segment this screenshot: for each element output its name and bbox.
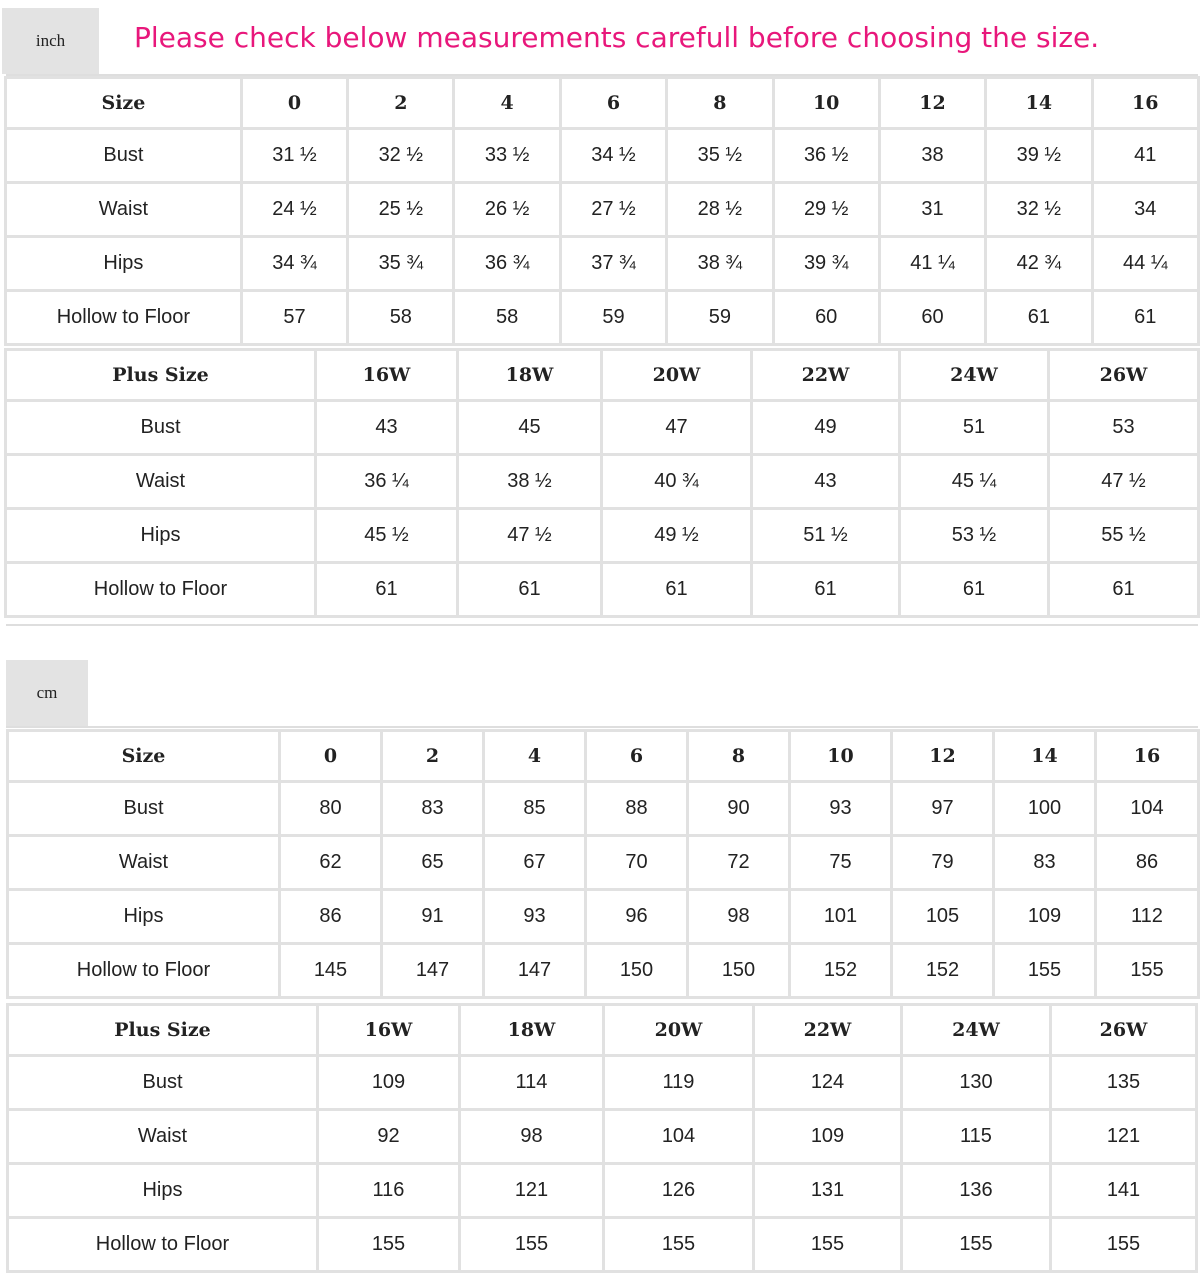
size-header-16w: 16W (317, 348, 459, 402)
size-header-20w: 20W (605, 1003, 755, 1057)
measurement-cell: 150 (689, 945, 791, 999)
measurement-cell: 147 (383, 945, 485, 999)
size-header-8: 8 (668, 76, 774, 130)
measurement-cell: 61 (603, 564, 753, 618)
measurement-cell: 28 ½ (668, 184, 774, 238)
measurement-cell: 86 (281, 891, 383, 945)
measurement-cell: 93 (485, 891, 587, 945)
measurement-cell: 36 ½ (775, 130, 881, 184)
measurement-cell: 85 (485, 783, 587, 837)
measurement-cell: 155 (605, 1219, 755, 1273)
size-header-4: 4 (485, 729, 587, 783)
measurement-cell: 119 (605, 1057, 755, 1111)
inch-plus-size-table (4, 348, 1200, 618)
measurement-cell: 150 (587, 945, 689, 999)
measurement-cell: 38 (881, 130, 987, 184)
measurement-cell: 45 ¼ (901, 456, 1050, 510)
size-header-4: 4 (455, 76, 561, 130)
size-header-16: 16 (1097, 729, 1200, 783)
size-header-24w: 24W (901, 348, 1050, 402)
measurement-cell: 41 (1094, 130, 1200, 184)
measurement-cell: 67 (485, 837, 587, 891)
measurement-cell: 75 (791, 837, 893, 891)
size-header-10: 10 (775, 76, 881, 130)
measurement-cell: 152 (791, 945, 893, 999)
size-header-2: 2 (383, 729, 485, 783)
table-row-hips (6, 1165, 1198, 1219)
measurement-cell: 38 ½ (459, 456, 603, 510)
measurement-cell: 39 ½ (987, 130, 1093, 184)
size-header-22w: 22W (755, 1003, 903, 1057)
table-row-bust (4, 130, 1200, 184)
row-label: Hips (4, 238, 243, 292)
measurement-cell: 109 (995, 891, 1097, 945)
measurement-cell: 34 ½ (562, 130, 668, 184)
table-header-row (4, 348, 1200, 402)
measurement-cell: 98 (461, 1111, 605, 1165)
size-header-6: 6 (587, 729, 689, 783)
measurement-cell: 39 ¾ (775, 238, 881, 292)
divider (6, 726, 1198, 728)
row-label: Hips (4, 510, 317, 564)
measurement-cell: 115 (903, 1111, 1052, 1165)
measurement-cell: 92 (319, 1111, 461, 1165)
measurement-cell: 86 (1097, 837, 1200, 891)
measurement-cell: 38 ¾ (668, 238, 774, 292)
size-header-18w: 18W (459, 348, 603, 402)
measurement-cell: 70 (587, 837, 689, 891)
table-row-bust (6, 1057, 1198, 1111)
table-row-waist (4, 184, 1200, 238)
measurement-cell: 88 (587, 783, 689, 837)
measurement-cell: 98 (689, 891, 791, 945)
measurement-cell: 141 (1052, 1165, 1198, 1219)
measurement-cell: 32 ½ (987, 184, 1093, 238)
measurement-cell: 152 (893, 945, 995, 999)
measurement-cell: 33 ½ (455, 130, 561, 184)
measurement-cell: 101 (791, 891, 893, 945)
measurement-cell: 61 (317, 564, 459, 618)
measurement-cell: 36 ¾ (455, 238, 561, 292)
measurement-cell: 32 ½ (349, 130, 455, 184)
size-header-26w: 26W (1052, 1003, 1198, 1057)
measurement-cell: 57 (243, 292, 349, 346)
size-header-24w: 24W (903, 1003, 1052, 1057)
measurement-cell: 114 (461, 1057, 605, 1111)
measurement-cell: 58 (349, 292, 455, 346)
measurement-cell: 65 (383, 837, 485, 891)
measurement-cell: 93 (791, 783, 893, 837)
measurement-cell: 59 (668, 292, 774, 346)
measurement-cell: 104 (1097, 783, 1200, 837)
row-label: Bust (6, 1057, 319, 1111)
header-label: Size (6, 729, 281, 783)
table-header-row (6, 1003, 1198, 1057)
measurement-cell: 155 (903, 1219, 1052, 1273)
measurement-cell: 126 (605, 1165, 755, 1219)
measurement-cell: 121 (1052, 1111, 1198, 1165)
measurement-cell: 35 ½ (668, 130, 774, 184)
measurement-cell: 79 (893, 837, 995, 891)
measurement-cell: 43 (753, 456, 901, 510)
measurement-cell: 61 (1050, 564, 1200, 618)
table-row-waist (6, 1111, 1198, 1165)
measurement-cell: 36 ¼ (317, 456, 459, 510)
measurement-cell: 155 (995, 945, 1097, 999)
size-header-0: 0 (281, 729, 383, 783)
size-header-16: 16 (1094, 76, 1200, 130)
table-row-waist (4, 456, 1200, 510)
size-header-14: 14 (987, 76, 1093, 130)
measurement-cell: 47 (603, 402, 753, 456)
size-header-20w: 20W (603, 348, 753, 402)
measurement-notice: Please check below measurements carefull before choosing the size. (134, 21, 1100, 54)
measurement-cell: 53 (1050, 402, 1200, 456)
measurement-cell: 61 (459, 564, 603, 618)
row-label: Hollow to Floor (4, 292, 243, 346)
measurement-cell: 109 (755, 1111, 903, 1165)
table-row-hips (4, 510, 1200, 564)
row-label: Hips (6, 1165, 319, 1219)
measurement-cell: 49 ½ (603, 510, 753, 564)
size-header-12: 12 (893, 729, 995, 783)
row-label: Waist (4, 184, 243, 238)
measurement-cell: 60 (775, 292, 881, 346)
measurement-cell: 42 ¾ (987, 238, 1093, 292)
table-row-bust (4, 402, 1200, 456)
measurement-cell: 145 (281, 945, 383, 999)
measurement-cell: 31 ½ (243, 130, 349, 184)
table-row-hips (4, 238, 1200, 292)
measurement-cell: 155 (1097, 945, 1200, 999)
table-row-bust (6, 783, 1200, 837)
measurement-cell: 155 (1052, 1219, 1198, 1273)
cm-unit-tab[interactable]: cm (6, 660, 88, 726)
measurement-cell: 155 (461, 1219, 605, 1273)
row-label: Waist (6, 1111, 319, 1165)
measurement-cell: 83 (383, 783, 485, 837)
row-label: Hollow to Floor (4, 564, 317, 618)
measurement-cell: 45 (459, 402, 603, 456)
measurement-cell: 47 ½ (459, 510, 603, 564)
measurement-cell: 31 (881, 184, 987, 238)
table-row-hips (6, 891, 1200, 945)
row-label: Hollow to Floor (6, 945, 281, 999)
measurement-cell: 61 (901, 564, 1050, 618)
measurement-cell: 44 ¼ (1094, 238, 1200, 292)
measurement-cell: 24 ½ (243, 184, 349, 238)
measurement-cell: 80 (281, 783, 383, 837)
measurement-cell: 53 ½ (901, 510, 1050, 564)
table-row-waist (6, 837, 1200, 891)
measurement-cell: 51 ½ (753, 510, 901, 564)
size-header-18w: 18W (461, 1003, 605, 1057)
size-header-16w: 16W (319, 1003, 461, 1057)
measurement-cell: 29 ½ (775, 184, 881, 238)
measurement-cell: 55 ½ (1050, 510, 1200, 564)
measurement-cell: 61 (753, 564, 901, 618)
measurement-cell: 112 (1097, 891, 1200, 945)
measurement-cell: 26 ½ (455, 184, 561, 238)
measurement-cell: 72 (689, 837, 791, 891)
header-label: Plus Size (6, 1003, 319, 1057)
size-header-10: 10 (791, 729, 893, 783)
measurement-cell: 51 (901, 402, 1050, 456)
size-header-22w: 22W (753, 348, 901, 402)
measurement-cell: 47 ½ (1050, 456, 1200, 510)
table-header-row (6, 729, 1200, 783)
measurement-cell: 83 (995, 837, 1097, 891)
measurement-cell: 131 (755, 1165, 903, 1219)
row-label: Waist (4, 456, 317, 510)
row-label: Bust (6, 783, 281, 837)
measurement-cell: 62 (281, 837, 383, 891)
cm-plus-size-table (6, 1003, 1198, 1273)
table-row-hollow-to-floor (6, 1219, 1198, 1273)
measurement-cell: 58 (455, 292, 561, 346)
size-header-26w: 26W (1050, 348, 1200, 402)
measurement-cell: 45 ½ (317, 510, 459, 564)
table-row-hollow-to-floor (4, 564, 1200, 618)
row-label: Hips (6, 891, 281, 945)
inch-standard-size-table (4, 76, 1200, 346)
measurement-cell: 104 (605, 1111, 755, 1165)
measurement-cell: 34 (1094, 184, 1200, 238)
row-label: Waist (6, 837, 281, 891)
size-header-8: 8 (689, 729, 791, 783)
measurement-cell: 25 ½ (349, 184, 455, 238)
size-header-6: 6 (562, 76, 668, 130)
size-header-0: 0 (243, 76, 349, 130)
measurement-cell: 43 (317, 402, 459, 456)
inch-unit-tab[interactable]: inch (2, 8, 99, 74)
row-label: Bust (4, 130, 243, 184)
header-label: Size (4, 76, 243, 130)
measurement-cell: 147 (485, 945, 587, 999)
measurement-cell: 37 ¾ (562, 238, 668, 292)
measurement-cell: 136 (903, 1165, 1052, 1219)
measurement-cell: 121 (461, 1165, 605, 1219)
divider (6, 624, 1198, 626)
table-header-row (4, 76, 1200, 130)
size-header-2: 2 (349, 76, 455, 130)
measurement-cell: 41 ¼ (881, 238, 987, 292)
measurement-cell: 90 (689, 783, 791, 837)
measurement-cell: 130 (903, 1057, 1052, 1111)
measurement-cell: 97 (893, 783, 995, 837)
measurement-cell: 105 (893, 891, 995, 945)
measurement-cell: 91 (383, 891, 485, 945)
measurement-cell: 124 (755, 1057, 903, 1111)
measurement-cell: 100 (995, 783, 1097, 837)
measurement-cell: 155 (755, 1219, 903, 1273)
measurement-cell: 116 (319, 1165, 461, 1219)
measurement-cell: 61 (987, 292, 1093, 346)
row-label: Hollow to Floor (6, 1219, 319, 1273)
header-label: Plus Size (4, 348, 317, 402)
measurement-cell: 96 (587, 891, 689, 945)
measurement-cell: 59 (562, 292, 668, 346)
measurement-cell: 34 ¾ (243, 238, 349, 292)
cm-standard-size-table (6, 729, 1200, 999)
size-header-12: 12 (881, 76, 987, 130)
measurement-cell: 61 (1094, 292, 1200, 346)
measurement-cell: 49 (753, 402, 901, 456)
measurement-cell: 155 (319, 1219, 461, 1273)
measurement-cell: 35 ¾ (349, 238, 455, 292)
measurement-cell: 109 (319, 1057, 461, 1111)
measurement-cell: 40 ¾ (603, 456, 753, 510)
measurement-cell: 135 (1052, 1057, 1198, 1111)
table-row-hollow-to-floor (4, 292, 1200, 346)
size-header-14: 14 (995, 729, 1097, 783)
table-row-hollow-to-floor (6, 945, 1200, 999)
measurement-cell: 60 (881, 292, 987, 346)
row-label: Bust (4, 402, 317, 456)
measurement-cell: 27 ½ (562, 184, 668, 238)
